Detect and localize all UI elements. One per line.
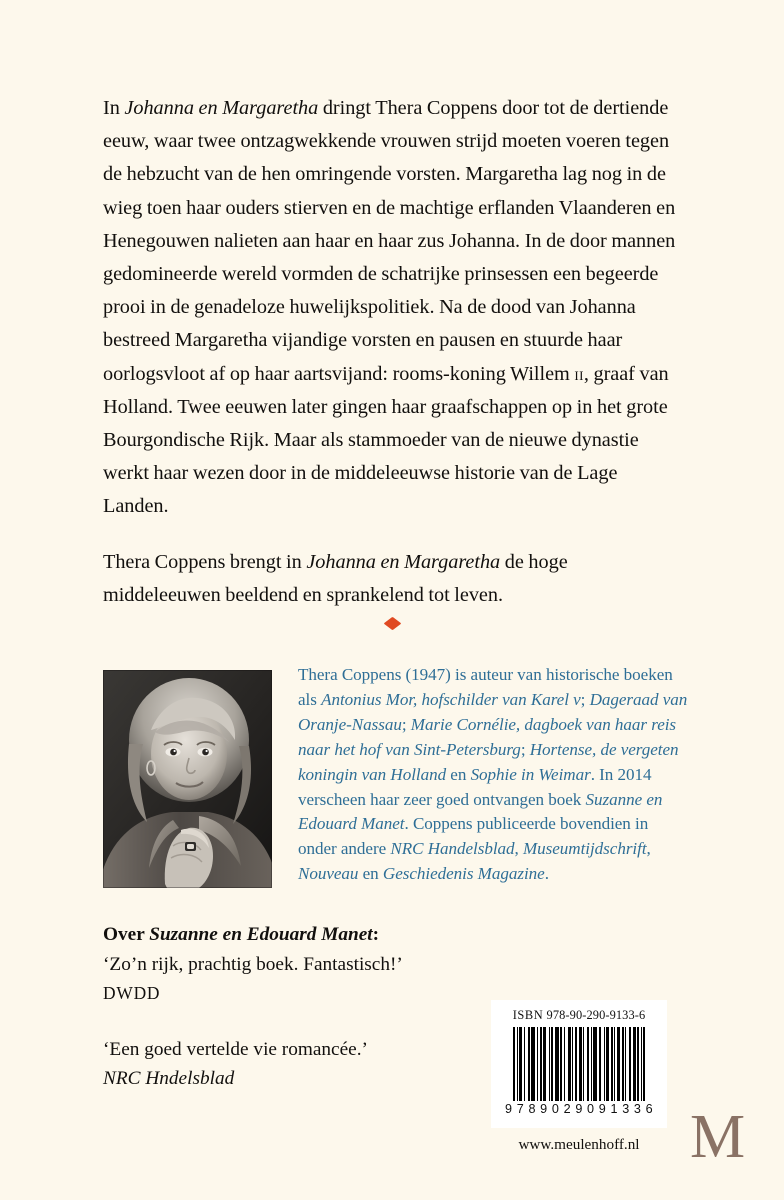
meulenhoff-logo: M [690, 1103, 746, 1171]
isbn-number: 978-90-290-9133-6 [546, 1008, 646, 1022]
isbn-label [503, 1008, 655, 1023]
barcode-digit: 0 [551, 1102, 560, 1116]
blurb-p1-part3: , graaf van Holland. Twee eeuwen later gingen haar graafschappen op in het grote Bourgondische Rijk. Maar als stammoeder van de nieuwe dynastie werkt haar wezen door in de middeleeuwse historie van de Lage Landen. [103, 362, 669, 518]
barcode-digit: 9 [598, 1102, 606, 1116]
blurb-paragraph-2 [103, 546, 687, 612]
book-title-inline-1: Johanna en Margaretha [124, 97, 319, 119]
bio-title-10: Geschiedenis Magazine [382, 864, 545, 884]
blurb-p1-part1: In [103, 97, 125, 119]
barcode-digit: 6 [645, 1102, 653, 1116]
barcode-bars [503, 1027, 655, 1101]
barcode-digit: 3 [622, 1102, 630, 1116]
bio-seg-2: ; [580, 689, 590, 709]
quote-heading-suffix: : [372, 924, 380, 945]
barcode-digit: 9 [505, 1102, 513, 1116]
bio-seg-9: , [646, 839, 651, 859]
author-bio [298, 663, 688, 887]
bio-title-8: Museumtijdschrift [522, 839, 647, 859]
bio-title-4: Hortense, de vergeten koningin van Holland [298, 739, 679, 784]
bio-title-3: Marie Cornélie, dagboek van haar reis naar het hof van Sint-Petersburg [298, 714, 677, 759]
quote-block-1 [103, 920, 503, 1009]
quote-text-1: ‘Zo’n rijk, prachtig boek. Fantastisch!’ [103, 953, 403, 975]
bio-seg-7: . Coppens publiceerde bovendien in onder andere [298, 814, 649, 859]
author-portrait-image [103, 670, 272, 888]
barcode-digit: 9 [540, 1102, 548, 1116]
bio-seg-1: Thera Coppens (1947) is auteur van historische boeken als [298, 665, 673, 709]
quote-text-2: ‘Een goed vertelde vie romancée.’ [103, 1038, 368, 1060]
bio-seg-8: , [514, 839, 523, 859]
blurb-p1-part2: dringt Thera Coppens door tot de dertiende eeuw, waar twee ontzagwekkende vrouwen strijd moeten voeren tegen de hebzucht van de hen omringende vorsten. Margaretha lag nog in de wieg toen haar ouders stierven en de machtige erflanden Vlaanderen en Henegouwen nalieten aan haar en haar zus Johanna. In de door mannen gedomineerde wereld vormden de schatrijke prinsessen een begeerde prooi in de genadeloze huwelijkspolitiek. Na de dood van Johanna bestreed Margaretha vijandige vorsten en pausen en stuurde haar oorlogsvloot af op haar aartsvijand: rooms-koning Willem [103, 97, 676, 385]
publisher-website[interactable]: www.meulenhoff.nl [518, 1136, 640, 1153]
bio-seg-11: . [544, 864, 549, 884]
author-bio-text [298, 663, 688, 887]
blurb-p2-part2: de hoge middeleeuwen beeldend en sprankelend tot leven. [103, 550, 568, 606]
bio-seg-6: . In 2014 verscheen haar zeer goed ontvangen boek [298, 764, 652, 809]
bio-seg-4: ; [520, 739, 530, 759]
bio-seg-10: en [358, 864, 383, 884]
blurb-section [103, 92, 687, 612]
barcode-digits [503, 1101, 655, 1116]
barcode-digit: 8 [528, 1102, 536, 1116]
isbn-prefix: ISBN [512, 1008, 544, 1022]
blurb-paragraph-1 [103, 92, 687, 524]
bio-title-7: NRC Handelsblad [390, 839, 515, 859]
bio-seg-5: en [446, 764, 471, 784]
author-photo [103, 670, 272, 888]
book-title-inline-2: Johanna en Margaretha [306, 550, 501, 573]
quote-heading-prefix: Over [103, 924, 150, 945]
quote-source-2: NRC Hndelsblad [103, 1068, 235, 1089]
quote-block-2 [103, 1035, 503, 1094]
barcode-digit: 2 [563, 1102, 571, 1116]
bio-title-1: Antonius Mor, hofschilder van Karel v [321, 689, 581, 709]
roman-numeral-two: ii [574, 363, 584, 385]
barcode-digit: 9 [575, 1102, 583, 1116]
bio-title-5: Sophie in Weimar [470, 764, 591, 784]
isbn-barcode [491, 1000, 667, 1128]
barcode-digit: 1 [610, 1102, 618, 1116]
quote-heading-1 [103, 920, 503, 950]
quote-heading-title: Suzanne en Edouard Manet [149, 924, 373, 945]
bio-title-6: Suzanne en Edouard Manet [298, 789, 663, 834]
bio-title-9: Nouveau [298, 864, 359, 884]
bio-seg-3: ; [401, 714, 411, 734]
press-quotes [103, 920, 503, 1094]
diamond-icon [383, 617, 401, 630]
barcode-digit: 3 [633, 1102, 642, 1116]
barcode-digit: 0 [587, 1102, 595, 1116]
blurb-p2-part1: Thera Coppens brengt in [103, 550, 307, 573]
barcode-digit: 7 [516, 1102, 524, 1116]
ornament-divider [0, 616, 784, 634]
quote-source-1: DWDD [103, 983, 161, 1003]
bio-title-2: Dageraad van Oranje-Nassau [298, 689, 688, 734]
